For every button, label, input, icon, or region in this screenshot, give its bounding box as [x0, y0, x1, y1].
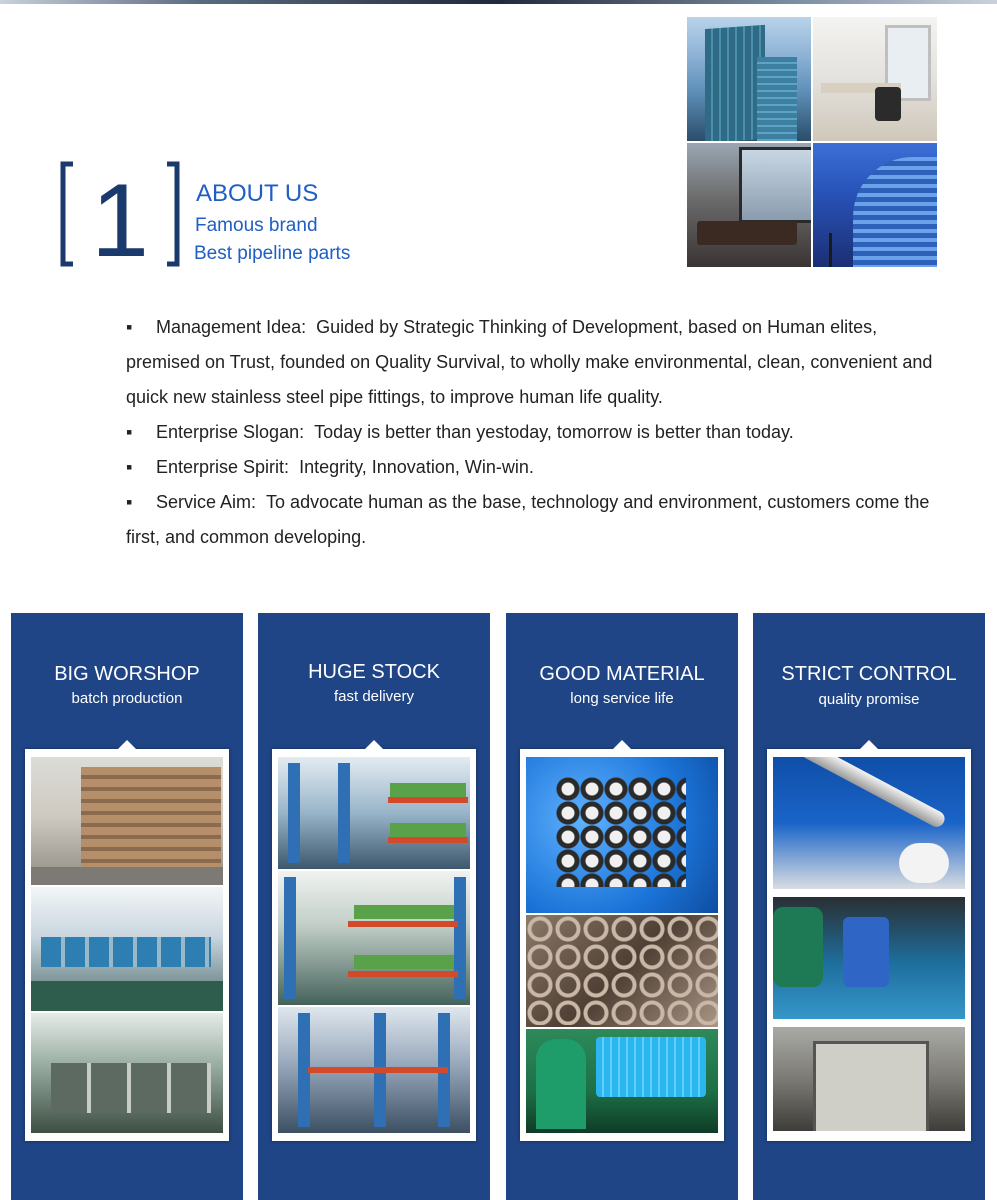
- spirit-paragraph: [71, 450, 941, 485]
- photo-pipe-elbows: [526, 915, 718, 1027]
- company-photo-grid: [687, 17, 937, 267]
- feature-card-workshop: [11, 613, 243, 1200]
- feature-title: STRICT CONTROL: [781, 663, 957, 685]
- management-text: Guided by Strategic Thinking of Development, based on Human elites, premised on Trust, founded on Quality Survival, to wholly make environmental, clean, convenient and quick new stainless steel pipe fittings, to improve human life quality.: [126, 317, 933, 407]
- bullet-icon: ▪: [126, 422, 133, 442]
- bullet-icon: ▪: [126, 317, 133, 337]
- feature-subtitle: fast delivery: [333, 688, 415, 705]
- photo-storage-aisle: [278, 1007, 470, 1133]
- feature-card-stock: [258, 613, 490, 1200]
- about-subtitle-parts: Best pipeline parts: [194, 243, 351, 264]
- photo-material-inspection: [526, 1029, 718, 1133]
- photo-warehouse-racks: [278, 757, 470, 869]
- management-idea-paragraph: [71, 310, 941, 415]
- photo-workshop-floor: [31, 887, 223, 1011]
- top-banner-strip: [0, 0, 997, 4]
- photo-office-tower: [687, 17, 811, 141]
- feature-photo-panel: [520, 749, 724, 1141]
- feature-card-material: [506, 613, 738, 1200]
- slogan-paragraph: [71, 415, 941, 450]
- feature-subtitle: batch production: [71, 690, 183, 707]
- bullet-icon: ▪: [126, 457, 133, 477]
- management-label: Management Idea:: [156, 317, 307, 337]
- service-text: To advocate human as the base, technology and environment, customers come the first, and common developing.: [126, 492, 930, 547]
- photo-test-machine: [773, 1027, 965, 1131]
- photo-pipe-fitting-check: [773, 757, 965, 889]
- spirit-text: Integrity, Innovation, Win-win.: [299, 457, 534, 477]
- feature-photo-panel: [767, 749, 971, 1141]
- photo-meeting-room: [687, 143, 811, 267]
- photo-fittings-in-bins: [526, 757, 718, 913]
- feature-card-control: [753, 613, 985, 1200]
- spirit-label: Enterprise Spirit:: [156, 457, 290, 477]
- about-title: ABOUT US: [196, 180, 319, 207]
- photo-factory-building: [31, 757, 223, 885]
- about-subtitle-brand: Famous brand: [195, 215, 318, 236]
- feature-photo-panel: [272, 749, 476, 1141]
- feature-photo-panel: [25, 749, 229, 1141]
- service-paragraph: [71, 485, 941, 555]
- slogan-text: Today is better than yestoday, tomorrow is better than today.: [314, 422, 794, 442]
- feature-title: GOOD MATERIAL: [539, 663, 705, 685]
- photo-quality-testing: [773, 897, 965, 1019]
- photo-stock-shelves: [278, 871, 470, 1005]
- photo-glass-building: [813, 143, 937, 267]
- photo-office-interior: [813, 17, 937, 141]
- section-number-badge: [57, 160, 183, 268]
- bullet-icon: ▪: [126, 492, 133, 512]
- feature-title: BIG WORSHOP: [54, 663, 200, 685]
- section-number: 1: [91, 163, 149, 268]
- feature-title: HUGE STOCK: [308, 661, 440, 683]
- photo-production-line: [31, 1013, 223, 1133]
- feature-subtitle: quality promise: [818, 691, 920, 708]
- feature-subtitle: long service life: [570, 690, 674, 707]
- service-label: Service Aim:: [156, 492, 257, 512]
- company-profile-text: [71, 310, 941, 555]
- slogan-label: Enterprise Slogan:: [156, 422, 305, 442]
